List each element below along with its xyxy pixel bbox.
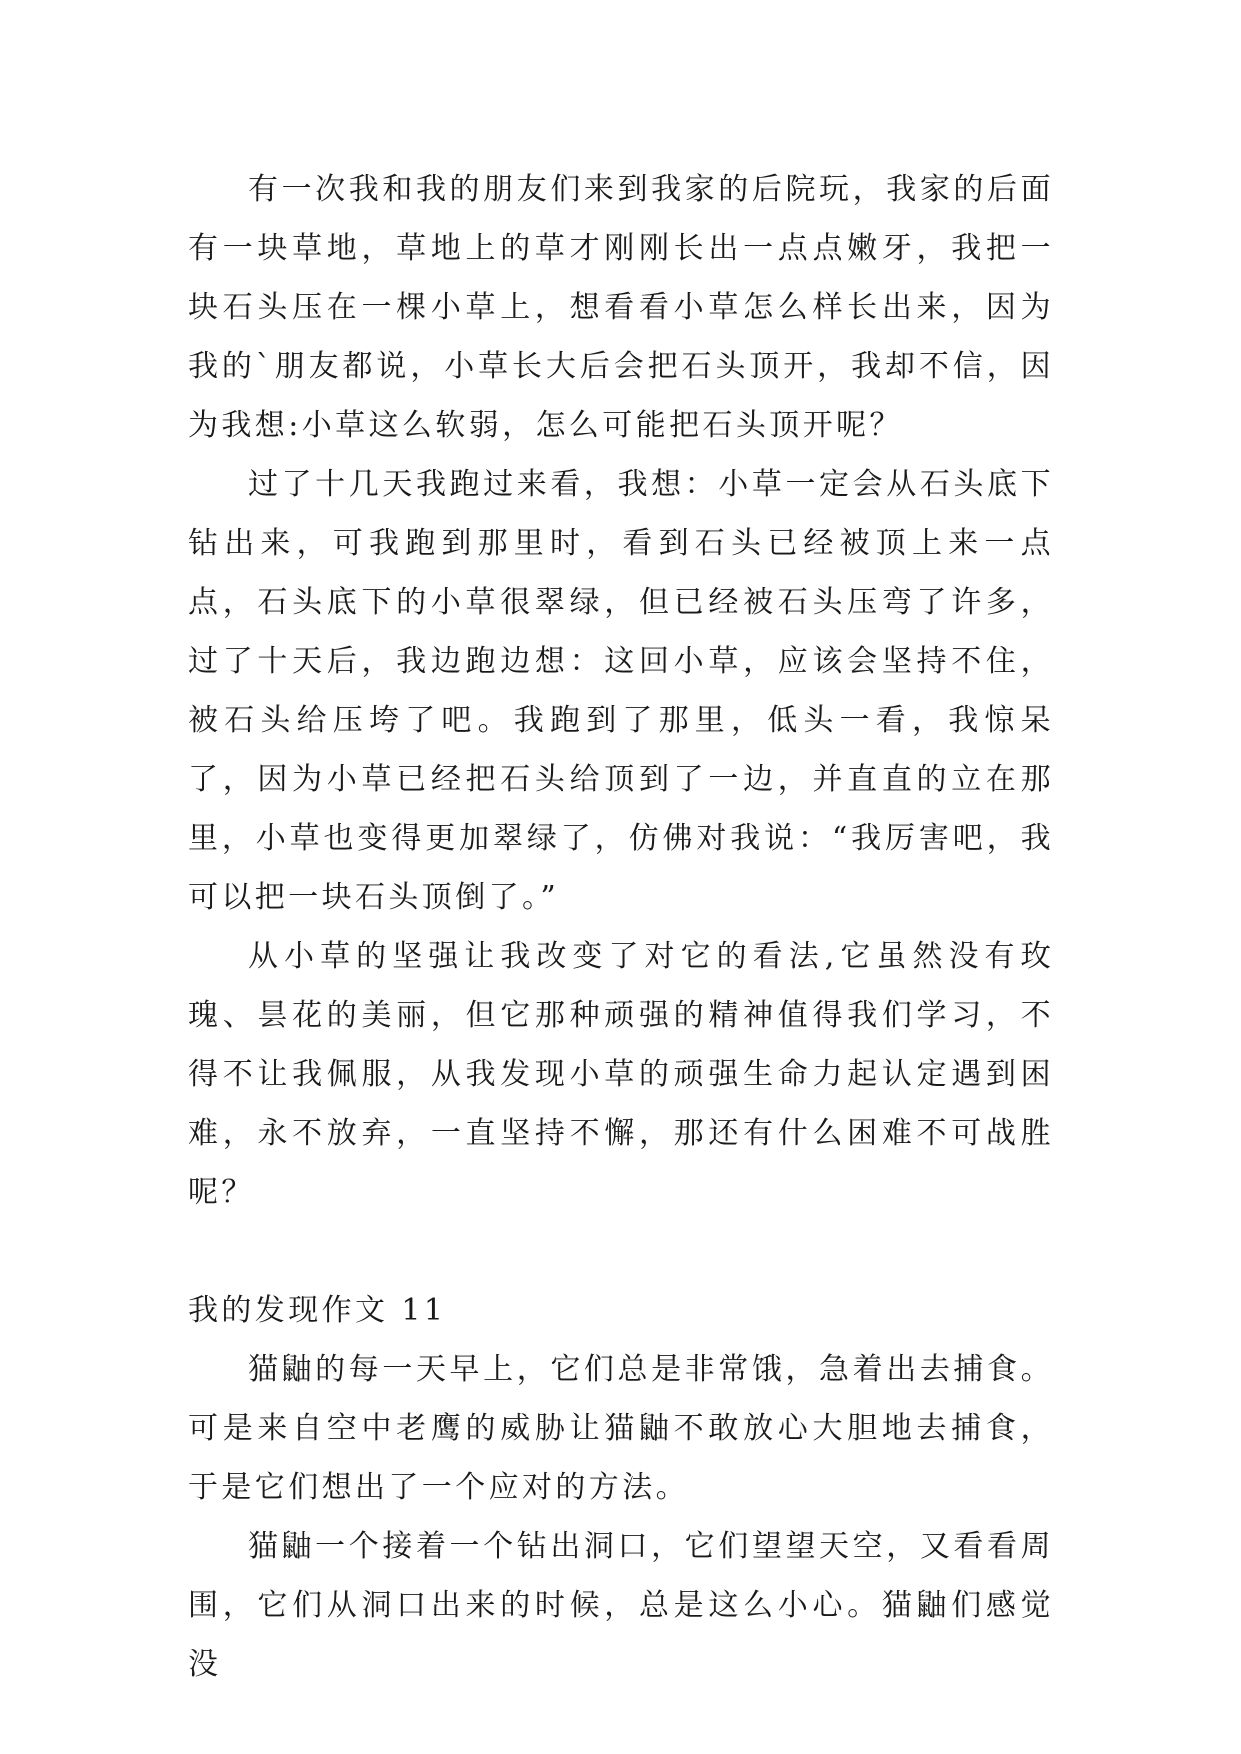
- paragraph-grass-conclusion: 从小草的坚强让我改变了对它的看法,它虽然没有玫瑰、昙花的美丽，但它那种顽强的精神值得我们学习，不得不让我佩服，从我发现小草的顽强生命力起认定遇到困难，永不放弃，一直坚持不懈，那还有什么困难不可战胜呢？: [188, 939, 1054, 1210]
- paragraph-grass-intro: 有一次我和我的朋友们来到我家的后院玩，我家的后面有一块草地，草地上的草才刚刚长出一点点嫩牙，我把一块石头压在一棵小草上，想看看小草怎么样长出来，因为我的`朋友都说，小草长大后会把石头顶开，我却不信，因为我想:小草这么软弱，怎么可能把石头顶开呢？: [188, 172, 1054, 443]
- paragraph-meerkat-emerge: 猫鼬一个接着一个钻出洞口，它们望望天空，又看看周围，它们从洞口出来的时候，总是这么小心。猫鼬们感觉没: [188, 1529, 1054, 1682]
- document-page: [188, 160, 1054, 1694]
- paragraph-grass-observation: 过了十几天我跑过来看，我想：小草一定会从石头底下钻出来，可我跑到那里时，看到石头已经被顶上来一点点，石头底下的小草很翠绿，但已经被石头压弯了许多，过了十天后，我边跑边想：这回小草，应该会坚持不住，被石头给压垮了吧。我跑到了那里，低头一看，我惊呆了，因为小草已经把石头给顶到了一边，并直直的立在那里，小草也变得更加翠绿了，仿佛对我说：“我厉害吧，我可以把一块石头顶倒了。”: [188, 467, 1054, 915]
- section-title: 我的发现作文 11: [188, 1293, 447, 1328]
- paragraph-meerkat-intro: 猫鼬的每一天早上，它们总是非常饿，急着出去捕食。可是来自空中老鹰的威胁让猫鼬不敢放心大胆地去捕食，于是它们想出了一个应对的方法。: [188, 1352, 1054, 1505]
